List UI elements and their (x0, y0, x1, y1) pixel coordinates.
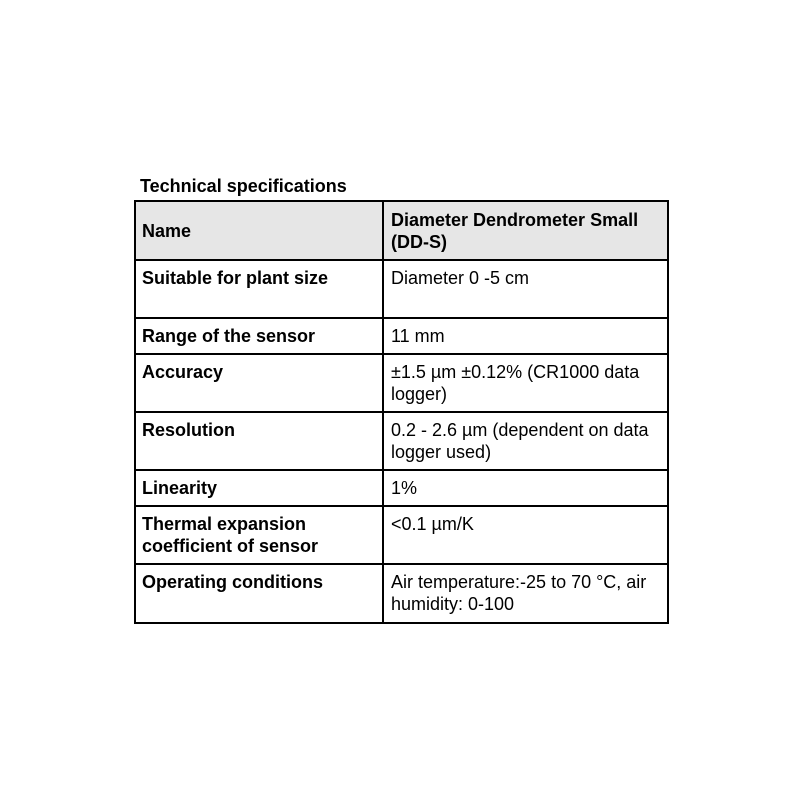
header-value: Diameter Dendrometer Small (DD-S) (383, 201, 668, 260)
row-value: Diameter 0 -5 cm (383, 260, 668, 318)
row-value: 1% (383, 470, 668, 506)
row-label: Thermal expansion coefficient of sensor (135, 506, 383, 564)
row-value: Air temperature:-25 to 70 °C, air humidity: 0-100 (383, 564, 668, 623)
row-value: 0.2 - 2.6 µm (dependent on data logger used) (383, 412, 668, 470)
row-value: 11 mm (383, 318, 668, 354)
row-value: <0.1 µm/K (383, 506, 668, 564)
row-label: Resolution (135, 412, 383, 470)
table-row (135, 470, 668, 506)
table-row (135, 318, 668, 354)
row-label: Linearity (135, 470, 383, 506)
table-row (135, 564, 668, 623)
table-caption: Technical specifications (140, 176, 347, 196)
row-label: Range of the sensor (135, 318, 383, 354)
row-label: Operating conditions (135, 564, 383, 623)
specs-section (134, 176, 667, 624)
row-value: ±1.5 µm ±0.12% (CR1000 data logger) (383, 354, 668, 412)
row-label: Suitable for plant size (135, 260, 383, 318)
table-row (135, 354, 668, 412)
specs-table (134, 200, 669, 624)
table-row (135, 260, 668, 318)
table-row (135, 412, 668, 470)
table-row (135, 506, 668, 564)
row-label: Accuracy (135, 354, 383, 412)
table-header-row (135, 201, 668, 260)
header-label: Name (135, 201, 383, 260)
